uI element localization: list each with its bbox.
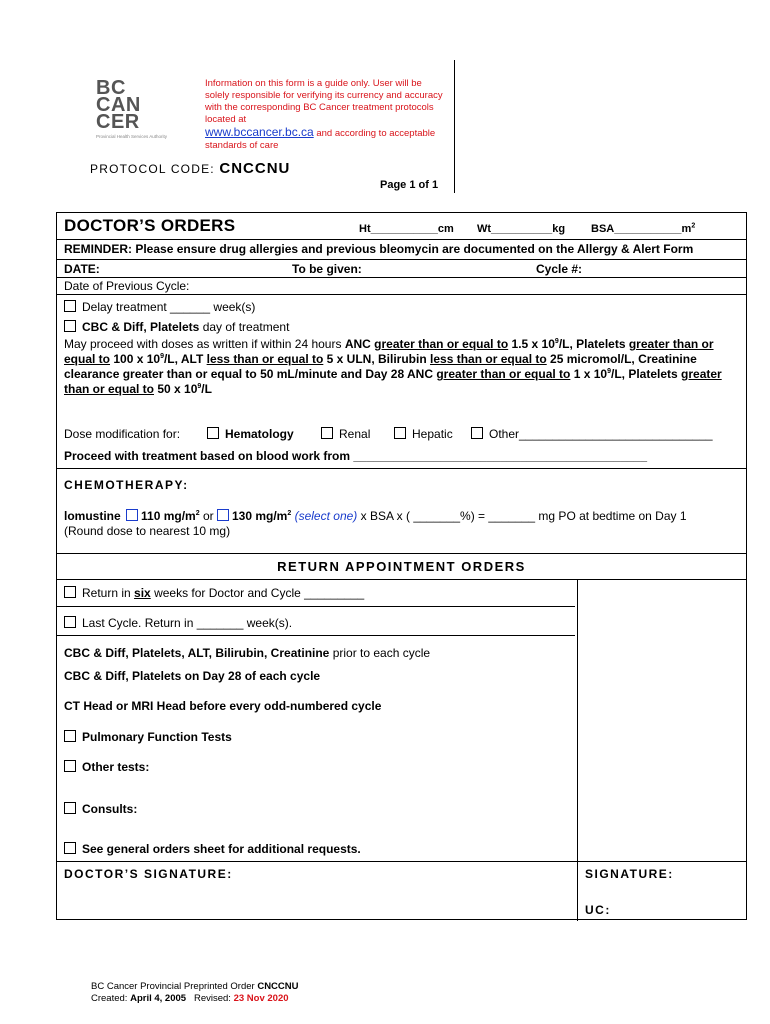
renal-checkbox[interactable] [321, 427, 333, 439]
delay-treatment-row [64, 300, 255, 314]
return-six-row [64, 586, 364, 600]
signature-label[interactable]: SIGNATURE: [585, 867, 674, 881]
dose-formula[interactable]: x BSA x ( _______%) = _______ mg PO at bedtime on Day 1 [360, 509, 687, 523]
cbc-checkbox[interactable] [64, 320, 76, 332]
bsa-superscript: 2 [691, 222, 696, 230]
doctor-signature-label[interactable]: DOCTOR’S SIGNATURE: [64, 867, 233, 881]
pft-label: Pulmonary Function Tests [82, 730, 232, 744]
drug-name: lomustine [64, 509, 121, 523]
logo-subtitle: Provincial Health Services Authority [96, 134, 168, 139]
return-post: weeks for Doctor and Cycle _________ [154, 586, 365, 600]
delay-checkbox[interactable] [64, 300, 76, 312]
protocol-label: PROTOCOL CODE: [90, 162, 215, 176]
consults-row [64, 802, 137, 816]
labs-row-1 [64, 646, 430, 660]
cbc-tail: day of treatment [202, 320, 290, 334]
last-cycle-text: Last Cycle. Return in _______ week(s). [82, 616, 293, 630]
divider [57, 239, 746, 240]
logo-line-2: CAN [96, 94, 141, 116]
proceed-intro: May proceed with doses as written if within 24 hours [64, 337, 342, 351]
divider [57, 553, 746, 554]
header-divider [454, 60, 455, 193]
logo-line-1: BC [96, 77, 126, 99]
orders-title: DOCTOR’S ORDERS [64, 216, 236, 235]
dose-110-checkbox[interactable] [126, 509, 138, 521]
pft-row [64, 730, 232, 744]
delay-text: Delay treatment ______ week(s) [82, 300, 256, 314]
divider [57, 259, 746, 260]
last-cycle-row [64, 616, 292, 630]
footer-line-2 [91, 993, 299, 1005]
divider [57, 294, 746, 295]
revised-date: 23 Nov 2020 [233, 993, 289, 1004]
bsa-field[interactable] [591, 223, 695, 235]
divider [57, 861, 746, 862]
other-tests-row [64, 760, 149, 774]
lomustine-row [64, 509, 687, 523]
reminder: REMINDER: Please ensure drug allergies and previous bleomycin are documented on the Allergy & Alert Form [64, 242, 694, 256]
disclaimer-text: Information on this form is a guide only. User will be solely responsible for verifying its currency and accuracy with the corresponding BC Cancer treatment protocols located at [205, 78, 443, 125]
divider [57, 606, 575, 607]
return-heading: RETURN APPOINTMENT ORDERS [277, 559, 526, 574]
proceed-criteria: May proceed with doses as written if within 24 hours ANC greater than or equal to 1.5 x $10^9/L$, Platelets greater than or equal to 100 x $10^9/L$, ALT less than or equal to 5 x ULN, Bilirubin less than or equal to 25 micromol/L, Creatinine clearance greater than or equal to 50 mL/minute and Day 28 ANC greater than or equal to 1 x $10^9/L$, Platelets greater than or equal to 50 x $10^9/L$ [64, 337, 722, 396]
revised-label: Revised: [193, 993, 231, 1004]
hepatic-checkbox[interactable] [394, 427, 406, 439]
general-orders-row [64, 842, 361, 856]
other-tests-checkbox[interactable] [64, 760, 76, 772]
other-label: Other_____________________________ [489, 427, 713, 441]
hematology-checkbox[interactable] [207, 427, 219, 439]
labs-row-2: CBC & Diff, Platelets on Day 28 of each cycle [64, 669, 321, 683]
ct-row: CT Head or MRI Head before every odd-numbered cycle [64, 699, 382, 713]
dose-130: 130 $mg/m^2$ [231, 509, 292, 523]
date-label[interactable]: DATE: [64, 262, 100, 276]
footer-code: CNCCNU [257, 981, 299, 992]
divider [57, 277, 746, 278]
labs1-tail: prior to each cycle [332, 646, 431, 660]
footer-title: BC Cancer Provincial Preprinted Order [91, 981, 255, 992]
bsa-label: BSA___________m [591, 223, 692, 235]
column-divider [577, 579, 578, 921]
divider [57, 579, 746, 580]
dose-mod-label: Dose modification for: [64, 427, 181, 441]
or-label: or [202, 509, 214, 523]
to-be-given-label[interactable]: To be given: [292, 262, 362, 276]
general-orders-checkbox[interactable] [64, 842, 76, 854]
other-option[interactable] [471, 427, 713, 441]
footer-line-1 [91, 981, 299, 993]
hepatic-option[interactable] [394, 427, 453, 441]
return-pre: Return in [82, 586, 131, 600]
return-checkbox[interactable] [64, 586, 76, 598]
logo-line-3: CER [96, 111, 140, 133]
page-number: Page 1 of 1 [380, 179, 439, 191]
bc-cancer-logo [96, 77, 176, 139]
renal-option[interactable] [321, 427, 370, 441]
return-six: six [134, 586, 151, 600]
renal-label: Renal [339, 427, 371, 441]
hematology-option[interactable] [207, 427, 294, 441]
general-orders-label: See general orders sheet for additional requests. [82, 842, 361, 856]
consults-label: Consults: [82, 802, 138, 816]
divider [57, 635, 575, 636]
footer [91, 981, 299, 1005]
created-label: Created: [91, 993, 128, 1004]
orders-title-row [64, 216, 235, 236]
disclaimer [205, 78, 445, 152]
doctors-orders-form [56, 212, 747, 920]
previous-cycle-label[interactable]: Date of Previous Cycle: [64, 279, 190, 293]
pft-checkbox[interactable] [64, 730, 76, 742]
hepatic-label: Hepatic [412, 427, 453, 441]
height-field[interactable]: Ht___________cm [359, 223, 454, 235]
weight-field[interactable]: Wt__________kg [477, 223, 566, 235]
cycle-label[interactable]: Cycle #: [536, 262, 583, 276]
labs1-bold: CBC & Diff, Platelets, ALT, Bilirubin, Creatinine [64, 646, 330, 660]
cbc-bold: CBC & Diff, Platelets [82, 320, 200, 334]
select-one: (select one) [294, 509, 358, 523]
uc-label[interactable]: UC: [585, 903, 611, 917]
hematology-label: Hematology [225, 427, 294, 441]
disclaimer-tail: and according to acceptable standards of care [205, 128, 436, 151]
dose-110: 110 $mg/m^2$ [141, 509, 200, 523]
other-tests-label: Other tests: [82, 760, 150, 774]
consults-checkbox[interactable] [64, 802, 76, 814]
round-note: (Round dose to nearest 10 mg) [64, 524, 231, 538]
divider [57, 468, 746, 469]
created-date: April 4, 2005 [130, 993, 187, 1004]
last-cycle-checkbox[interactable] [64, 616, 76, 628]
proceed-bloodwork[interactable]: Proceed with treatment based on blood work from ____________________________________________ [64, 449, 648, 463]
other-checkbox[interactable] [471, 427, 483, 439]
protocol-code-value: CNCCNU [219, 160, 291, 177]
chemotherapy-heading: CHEMOTHERAPY: [64, 478, 189, 492]
bccancer-link[interactable]: www.bccancer.bc.ca [205, 125, 314, 139]
protocol-code [90, 160, 290, 177]
dose-130-checkbox[interactable] [217, 509, 229, 521]
cbc-row [64, 320, 289, 334]
